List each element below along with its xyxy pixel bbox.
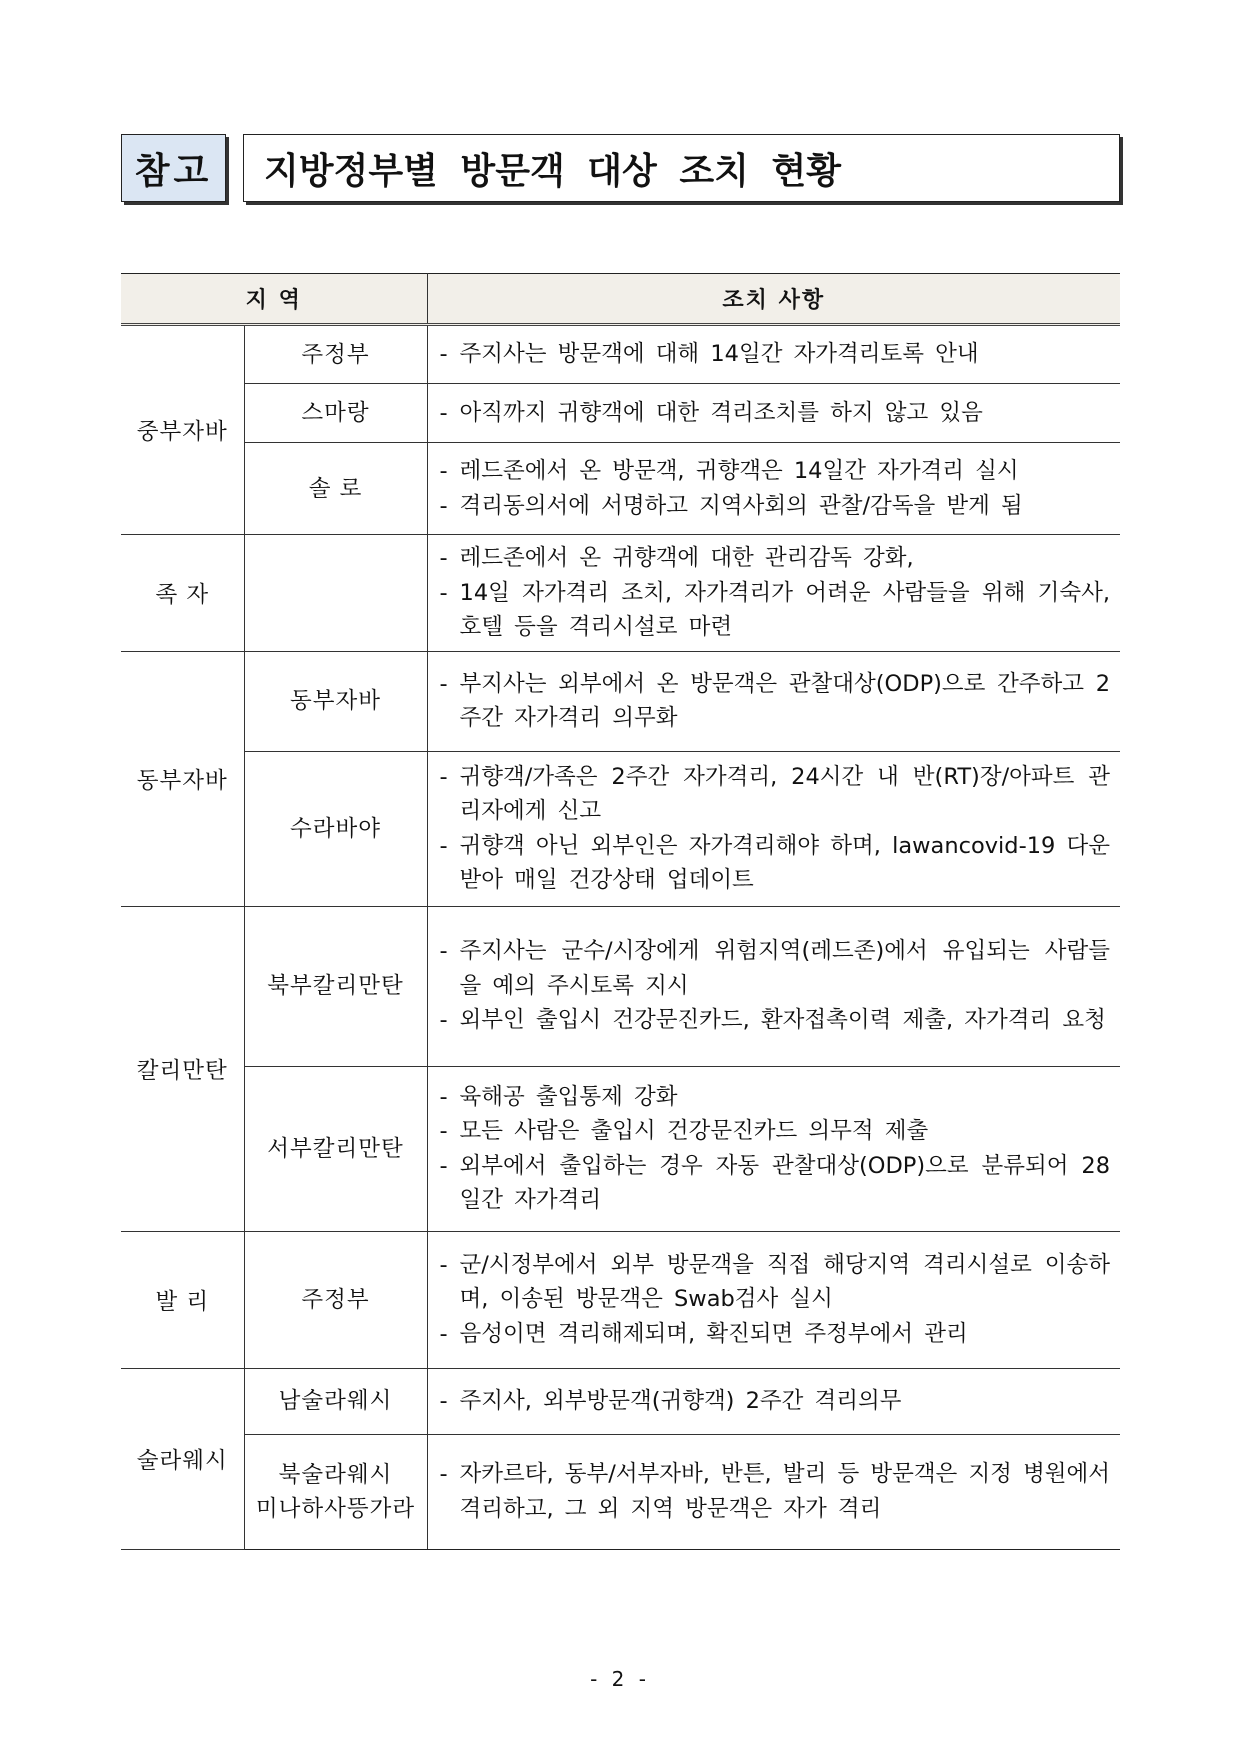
measure-item: - 주지사, 외부방문객(귀향객) 2주간 격리의무 [440, 1384, 1111, 1419]
subregion-name: 주정부 [301, 1286, 370, 1313]
subregion-name: 스마랑 [301, 400, 370, 426]
table-row [121, 906, 1120, 1066]
table-row [121, 651, 1120, 751]
measures-cell [427, 535, 1120, 652]
measures-cell [427, 1434, 1120, 1549]
table-body [121, 325, 1120, 1550]
region-cell: 발 리 [121, 1231, 244, 1368]
measures-cell [427, 384, 1120, 443]
table-row [121, 1231, 1120, 1368]
table-row [121, 751, 1120, 906]
subregion-name: 미나하사뜽가라 [255, 1495, 416, 1522]
measure-item: - 레드존에서 온 귀향객에 대한 관리감독 강화, [440, 541, 1111, 576]
measure-item: - 외부인 출입시 건강문진카드, 환자접촉이력 제출, 자가격리 요청 [440, 1003, 1111, 1038]
subregion-name: 북술라웨시 [278, 1461, 393, 1488]
measure-item: - 자카르타, 동부/서부자바, 반튼, 발리 등 방문객은 지정 병원에서 격리하고, 그 외 지역 방문객은 자가 격리 [440, 1457, 1111, 1526]
measure-item: - 외부에서 출입하는 경우 자동 관찰대상(ODP)으로 분류되어 28일간 자가격리 [440, 1149, 1111, 1218]
region-header: 지 역 [121, 274, 427, 325]
subregion-cell [244, 751, 427, 906]
measure-item: - 주지사는 방문객에 대해 14일간 자가격리토록 안내 [440, 337, 1111, 372]
subregion-name: 동부자바 [290, 688, 381, 714]
measures-cell [427, 1231, 1120, 1368]
region-cell: 술라웨시 [121, 1368, 244, 1549]
table-row [121, 384, 1120, 443]
subregion-cell [244, 1434, 427, 1549]
measure-item: - 주지사는 군수/시장에게 위험지역(레드존)에서 유입되는 사람들을 예의 주시토록 지시 [440, 934, 1111, 1003]
subregion-name: 수라바야 [290, 815, 381, 842]
subregion-name: 솔 로 [308, 475, 363, 502]
measure-item: - 모든 사람은 출입시 건강문진카드 의무적 제출 [440, 1114, 1111, 1149]
subregion-cell [244, 1368, 427, 1434]
measures-header: 조치 사항 [427, 274, 1120, 325]
table-row [121, 325, 1120, 384]
table-row [121, 1368, 1120, 1434]
subregion-cell [244, 1066, 427, 1231]
measure-item: - 레드존에서 온 방문객, 귀향객은 14일간 자가격리 실시 [440, 454, 1111, 489]
subregion-cell [244, 651, 427, 751]
subregion-name: 남술라웨시 [278, 1388, 393, 1414]
measure-item: - 14일 자가격리 조치, 자가격리가 어려운 사람들을 위해 기숙사, 호텔 등을 격리시설로 마련 [440, 576, 1111, 645]
measures-cell [427, 325, 1120, 384]
measure-item: - 격리동의서에 서명하고 지역사회의 관찰/감독을 받게 됨 [440, 489, 1111, 524]
region-cell: 칼리만탄 [121, 906, 244, 1231]
measure-item: - 귀향객 아닌 외부인은 자가격리해야 하며, lawancovid-19 다운받아 매일 건강상태 업데이트 [440, 829, 1111, 898]
region-cell: 동부자바 [121, 651, 244, 906]
measure-item: - 군/시정부에서 외부 방문객을 직접 해당지역 격리시설로 이송하며, 이송된 방문객은 Swab검사 실시 [440, 1248, 1111, 1317]
measure-item: - 귀향객/가족은 2주간 자가격리, 24시간 내 반(RT)장/아파트 관리자에게 신고 [440, 760, 1111, 829]
region-cell: 족 자 [121, 535, 244, 652]
measures-cell [427, 1368, 1120, 1434]
measure-item: - 부지사는 외부에서 온 방문객은 관찰대상(ODP)으로 간주하고 2주간 자가격리 의무화 [440, 667, 1111, 736]
subregion-cell [244, 325, 427, 384]
measures-cell [427, 651, 1120, 751]
subregion-name: 주정부 [301, 341, 370, 368]
subregion-cell [244, 443, 427, 535]
reference-tag: 참고 [121, 134, 226, 202]
measure-item: - 아직까지 귀향객에 대한 격리조치를 하지 않고 있음 [440, 396, 1111, 431]
measures-cell [427, 1066, 1120, 1231]
page-title: 지방정부별 방문객 대상 조치 현황 [243, 134, 1120, 202]
measures-cell [427, 751, 1120, 906]
table-header-row [121, 274, 1120, 325]
measures-cell [427, 906, 1120, 1066]
table-row [121, 1434, 1120, 1549]
table-row [121, 535, 1120, 652]
page-number: - 2 - [590, 1667, 650, 1691]
measures-table [121, 273, 1120, 1550]
subregion-cell [244, 906, 427, 1066]
subregion-cell [244, 384, 427, 443]
subregion-cell [244, 1231, 427, 1368]
measure-item: - 육해공 출입통제 강화 [440, 1080, 1111, 1115]
measure-item: - 음성이면 격리해제되며, 확진되면 주정부에서 관리 [440, 1317, 1111, 1352]
region-cell: 중부자바 [121, 325, 244, 535]
table-row [121, 443, 1120, 535]
table-row [121, 1066, 1120, 1231]
measures-cell [427, 443, 1120, 535]
subregion-name: 북부칼리만탄 [267, 973, 404, 999]
subregion-cell [244, 535, 427, 652]
subregion-name: 서부칼리만탄 [267, 1135, 404, 1162]
